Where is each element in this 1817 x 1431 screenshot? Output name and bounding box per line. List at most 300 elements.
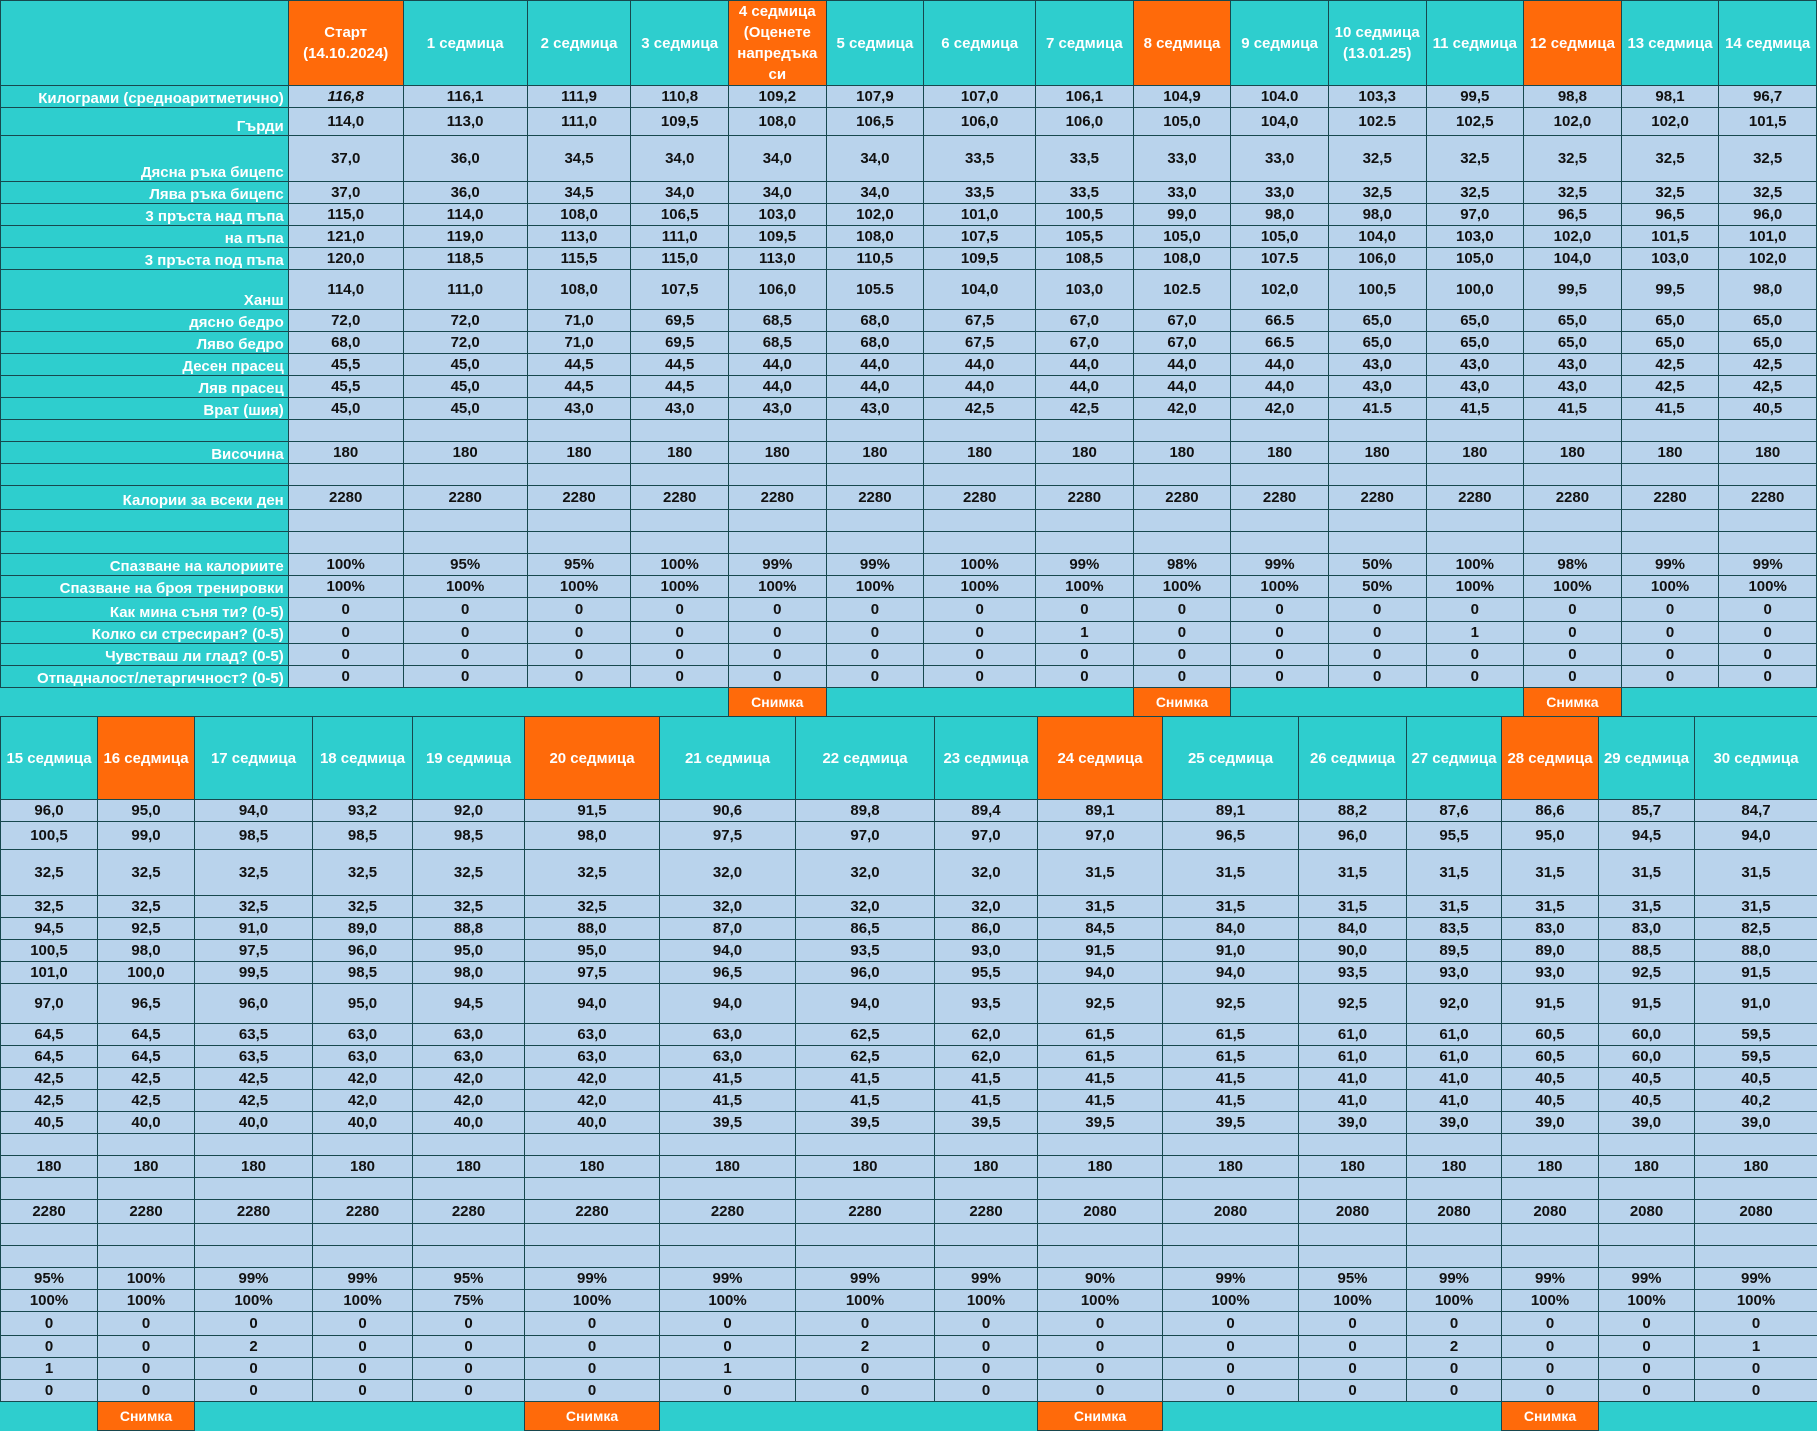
column-header-week: 24 седмица [1038, 717, 1163, 800]
value-cell [313, 1224, 413, 1246]
table-row [1, 896, 1817, 918]
value-cell: 40,0 [413, 1112, 525, 1134]
value-cell: 108,5 [1036, 248, 1134, 270]
value-cell [729, 510, 827, 532]
value-cell: 0 [313, 1380, 413, 1402]
value-cell: 0 [1163, 1312, 1299, 1336]
value-cell: 0 [1599, 1336, 1695, 1358]
value-cell [1163, 1246, 1299, 1268]
value-cell: 98,5 [313, 962, 413, 984]
value-cell: 100,5 [1, 822, 98, 850]
value-cell: 40,5 [1, 1112, 98, 1134]
value-cell: 96,5 [1163, 822, 1299, 850]
value-cell [1407, 1224, 1502, 1246]
value-cell: 100% [313, 1290, 413, 1312]
value-cell: 42,0 [413, 1090, 525, 1112]
column-header-week: 2 седмица [527, 1, 631, 86]
value-cell: 99% [660, 1268, 796, 1290]
value-cell [631, 420, 729, 442]
table-row [1, 940, 1817, 962]
value-cell: 32,5 [1328, 136, 1426, 182]
value-cell: 39,0 [1299, 1112, 1407, 1134]
value-cell: 180 [1599, 1156, 1695, 1178]
value-cell: 180 [1407, 1156, 1502, 1178]
value-cell: 0 [660, 1380, 796, 1402]
photo-button[interactable]: Снимка [1133, 688, 1231, 717]
table-row [1, 1156, 1817, 1178]
table-row [1, 376, 1817, 398]
value-cell: 0 [1524, 644, 1622, 666]
value-cell: 0 [288, 666, 403, 688]
value-cell: 103,3 [1328, 86, 1426, 108]
value-cell: 0 [729, 666, 827, 688]
value-cell: 41,0 [1299, 1068, 1407, 1090]
column-header-week: 11 седмица [1426, 1, 1524, 86]
value-cell: 2280 [660, 1200, 796, 1224]
table-row [1, 1380, 1817, 1402]
value-cell: 0 [1719, 622, 1817, 644]
value-cell: 0 [195, 1380, 313, 1402]
column-header-week: 17 седмица [195, 717, 313, 800]
value-cell: 0 [796, 1358, 935, 1380]
value-cell: 100% [288, 554, 403, 576]
value-cell: 61,5 [1163, 1046, 1299, 1068]
value-cell: 180 [1038, 1156, 1163, 1178]
value-cell [1719, 464, 1817, 486]
value-cell: 68,0 [826, 310, 924, 332]
value-cell: 96,7 [1719, 86, 1817, 108]
value-cell [1719, 510, 1817, 532]
spacer-cell [826, 688, 924, 717]
value-cell: 98,1 [1621, 86, 1719, 108]
value-cell [935, 1178, 1038, 1200]
value-cell: 0 [1133, 598, 1231, 622]
value-cell: 105,0 [1133, 108, 1231, 136]
value-cell [1502, 1178, 1599, 1200]
value-cell: 2080 [1038, 1200, 1163, 1224]
value-cell: 100% [631, 554, 729, 576]
value-cell: 67,5 [924, 310, 1036, 332]
value-cell: 44,0 [729, 376, 827, 398]
value-cell: 31,5 [1502, 850, 1599, 896]
value-cell: 40,5 [1502, 1068, 1599, 1090]
table-row [1, 918, 1817, 940]
value-cell: 42,0 [1231, 398, 1329, 420]
value-cell: 94,0 [660, 984, 796, 1024]
value-cell [924, 532, 1036, 554]
value-cell: 100% [403, 576, 527, 598]
value-cell: 63,0 [525, 1024, 660, 1046]
value-cell: 42,0 [413, 1068, 525, 1090]
value-cell: 0 [1695, 1312, 1817, 1336]
spacer-cell [935, 1402, 1038, 1431]
value-cell [1426, 464, 1524, 486]
value-cell: 84,0 [1163, 918, 1299, 940]
value-cell [1502, 1134, 1599, 1156]
value-cell [1299, 1134, 1407, 1156]
value-cell: 95,5 [1407, 822, 1502, 850]
column-header-week: 20 седмица [525, 717, 660, 800]
value-cell: 106,0 [1328, 248, 1426, 270]
value-cell [796, 1246, 935, 1268]
value-cell [98, 1178, 195, 1200]
table-row [1, 532, 1817, 554]
row-label [1, 510, 289, 532]
table-row [1, 182, 1817, 204]
value-cell [631, 510, 729, 532]
photo-row [1, 1402, 1817, 1431]
value-cell: 102,0 [1621, 108, 1719, 136]
value-cell: 42,5 [924, 398, 1036, 420]
column-header-week: 1 седмица [403, 1, 527, 86]
value-cell: 2280 [924, 486, 1036, 510]
value-cell: 99% [1231, 554, 1329, 576]
value-cell: 85,7 [1599, 800, 1695, 822]
value-cell: 0 [313, 1336, 413, 1358]
value-cell: 100% [1036, 576, 1134, 598]
value-cell: 100% [527, 576, 631, 598]
value-cell: 116,1 [403, 86, 527, 108]
value-cell: 34,0 [729, 182, 827, 204]
value-cell: 1 [1, 1358, 98, 1380]
table-row [1, 1068, 1817, 1090]
value-cell: 64,5 [98, 1046, 195, 1068]
value-cell: 69,5 [631, 310, 729, 332]
value-cell: 32,0 [796, 896, 935, 918]
value-cell [1, 1246, 98, 1268]
value-cell [1695, 1134, 1817, 1156]
row-label: дясно бедро [1, 310, 289, 332]
value-cell [1036, 420, 1134, 442]
photo-button[interactable]: Снимка [729, 688, 827, 717]
value-cell: 94,5 [1, 918, 98, 940]
value-cell: 41,5 [1426, 398, 1524, 420]
value-cell: 93,5 [935, 984, 1038, 1024]
value-cell [1502, 1246, 1599, 1268]
value-cell: 39,0 [1502, 1112, 1599, 1134]
value-cell: 2080 [1299, 1200, 1407, 1224]
value-cell [1524, 510, 1622, 532]
table-row [1, 1178, 1817, 1200]
value-cell: 94,5 [1599, 822, 1695, 850]
value-cell: 88,2 [1299, 800, 1407, 822]
value-cell: 88,0 [1695, 940, 1817, 962]
value-cell: 0 [1299, 1358, 1407, 1380]
spacer-cell [1328, 688, 1426, 717]
column-header-week: 3 седмица [631, 1, 729, 86]
value-cell: 32,0 [660, 850, 796, 896]
value-cell: 40,0 [98, 1112, 195, 1134]
value-cell: 61,0 [1299, 1024, 1407, 1046]
value-cell: 2 [195, 1336, 313, 1358]
value-cell: 106,5 [631, 204, 729, 226]
value-cell [1231, 510, 1329, 532]
value-cell: 0 [1695, 1358, 1817, 1380]
value-cell: 180 [924, 442, 1036, 464]
spacer-cell [1163, 1402, 1299, 1431]
value-cell: 98% [1524, 554, 1622, 576]
value-cell: 0 [1502, 1358, 1599, 1380]
value-cell: 91,5 [1695, 962, 1817, 984]
value-cell: 2280 [1524, 486, 1622, 510]
value-cell: 109,5 [631, 108, 729, 136]
value-cell [826, 464, 924, 486]
table-row [1, 1024, 1817, 1046]
value-cell: 100% [1426, 576, 1524, 598]
row-label: Колко си стресиран? (0-5) [1, 622, 289, 644]
value-cell: 0 [1231, 622, 1329, 644]
value-cell: 100% [1, 1290, 98, 1312]
value-cell: 42,5 [98, 1090, 195, 1112]
value-cell [1524, 420, 1622, 442]
value-cell: 31,5 [1163, 850, 1299, 896]
value-cell [1719, 420, 1817, 442]
value-cell: 31,5 [1502, 896, 1599, 918]
value-cell: 2 [1407, 1336, 1502, 1358]
value-cell: 0 [195, 1358, 313, 1380]
value-cell: 0 [1231, 598, 1329, 622]
table-row [1, 1090, 1817, 1112]
value-cell: 100% [1599, 1290, 1695, 1312]
photo-button[interactable]: Снимка [525, 1402, 660, 1431]
row-label: Ляв прасец [1, 376, 289, 398]
value-cell: 104,0 [1524, 248, 1622, 270]
value-cell: 43,0 [826, 398, 924, 420]
value-cell: 62,5 [796, 1024, 935, 1046]
value-cell: 0 [1036, 644, 1134, 666]
value-cell: 100% [1299, 1290, 1407, 1312]
value-cell: 42,5 [1, 1068, 98, 1090]
value-cell: 43,0 [631, 398, 729, 420]
row-label: Дясна ръка бицепс [1, 136, 289, 182]
value-cell: 42,0 [313, 1090, 413, 1112]
value-cell: 113,0 [527, 226, 631, 248]
value-cell [1328, 532, 1426, 554]
value-cell: 86,0 [935, 918, 1038, 940]
value-cell: 105,0 [1231, 226, 1329, 248]
value-cell: 0 [525, 1380, 660, 1402]
value-cell: 32,0 [796, 850, 935, 896]
value-cell: 84,0 [1299, 918, 1407, 940]
value-cell: 50% [1328, 576, 1426, 598]
value-cell: 96,0 [1719, 204, 1817, 226]
value-cell: 91,5 [1502, 984, 1599, 1024]
value-cell: 44,0 [1231, 354, 1329, 376]
value-cell: 0 [313, 1312, 413, 1336]
value-cell: 44,5 [527, 376, 631, 398]
value-cell: 0 [525, 1358, 660, 1380]
value-cell: 180 [1163, 1156, 1299, 1178]
table-row [1, 270, 1817, 310]
value-cell: 95,0 [98, 800, 195, 822]
value-cell: 89,1 [1163, 800, 1299, 822]
value-cell: 32,0 [935, 850, 1038, 896]
value-cell: 32,5 [1719, 136, 1817, 182]
value-cell: 113,0 [403, 108, 527, 136]
value-cell: 106,0 [729, 270, 827, 310]
value-cell: 96,5 [660, 962, 796, 984]
value-cell: 94,0 [525, 984, 660, 1024]
value-cell: 1 [1695, 1336, 1817, 1358]
value-cell: 0 [631, 622, 729, 644]
value-cell: 180 [195, 1156, 313, 1178]
value-cell: 2280 [1036, 486, 1134, 510]
value-cell: 0 [1, 1380, 98, 1402]
value-cell: 34,0 [826, 182, 924, 204]
value-cell: 0 [1695, 1380, 1817, 1402]
value-cell: 44,0 [924, 376, 1036, 398]
value-cell [403, 532, 527, 554]
table-row [1, 204, 1817, 226]
value-cell [1299, 1224, 1407, 1246]
table-row [1, 576, 1817, 598]
value-cell: 0 [631, 644, 729, 666]
value-cell: 67,0 [1036, 310, 1134, 332]
table-row [1, 598, 1817, 622]
photo-button[interactable]: Снимка [1524, 688, 1622, 717]
value-cell: 103,0 [729, 204, 827, 226]
value-cell [1231, 532, 1329, 554]
value-cell: 0 [1133, 644, 1231, 666]
value-cell: 2280 [1133, 486, 1231, 510]
value-cell: 0 [1231, 666, 1329, 688]
value-cell [525, 1224, 660, 1246]
value-cell: 180 [1133, 442, 1231, 464]
value-cell: 33,0 [1133, 182, 1231, 204]
value-cell: 2280 [525, 1200, 660, 1224]
value-cell: 65,0 [1719, 310, 1817, 332]
value-cell [98, 1224, 195, 1246]
row-label: на пъпа [1, 226, 289, 248]
value-cell: 180 [98, 1156, 195, 1178]
value-cell: 0 [98, 1336, 195, 1358]
value-cell: 89,0 [313, 918, 413, 940]
value-cell: 94,0 [1695, 822, 1817, 850]
value-cell: 180 [1328, 442, 1426, 464]
value-cell: 95% [1, 1268, 98, 1290]
value-cell: 0 [796, 1380, 935, 1402]
value-cell: 91,5 [525, 800, 660, 822]
value-cell: 101,0 [1719, 226, 1817, 248]
value-cell: 99,5 [1524, 270, 1622, 310]
value-cell: 39,5 [1038, 1112, 1163, 1134]
value-cell: 0 [1599, 1380, 1695, 1402]
value-cell: 2280 [313, 1200, 413, 1224]
value-cell: 2280 [1231, 486, 1329, 510]
value-cell: 100% [195, 1290, 313, 1312]
value-cell: 0 [413, 1312, 525, 1336]
value-cell: 118,5 [403, 248, 527, 270]
value-cell [1036, 532, 1134, 554]
value-cell: 92,5 [1038, 984, 1163, 1024]
value-cell: 95% [527, 554, 631, 576]
value-cell: 104,0 [924, 270, 1036, 310]
value-cell: 0 [1524, 666, 1622, 688]
value-cell: 96,0 [195, 984, 313, 1024]
value-cell: 2280 [288, 486, 403, 510]
value-cell: 32,5 [98, 850, 195, 896]
photo-button[interactable]: Снимка [1502, 1402, 1599, 1431]
table-row [1, 442, 1817, 464]
value-cell: 99% [313, 1268, 413, 1290]
value-cell: 44,0 [826, 354, 924, 376]
value-cell: 67,0 [1036, 332, 1134, 354]
value-cell [525, 1134, 660, 1156]
table-row [1, 822, 1817, 850]
table-row [1, 554, 1817, 576]
table-row [1, 86, 1817, 108]
value-cell: 31,5 [1038, 850, 1163, 896]
value-cell: 0 [1038, 1336, 1163, 1358]
value-cell: 0 [1719, 598, 1817, 622]
value-cell: 32,5 [98, 896, 195, 918]
table-row [1, 962, 1817, 984]
value-cell [1038, 1246, 1163, 1268]
spacer-cell [1621, 688, 1719, 717]
value-cell: 0 [924, 622, 1036, 644]
value-cell [527, 420, 631, 442]
row-label: Чувстваш ли глад? (0-5) [1, 644, 289, 666]
value-cell: 99% [729, 554, 827, 576]
table-row [1, 1290, 1817, 1312]
value-cell: 114,0 [288, 108, 403, 136]
value-cell: 114,0 [403, 204, 527, 226]
column-header-week: 14 седмица [1719, 1, 1817, 86]
value-cell: 42,0 [525, 1068, 660, 1090]
value-cell: 41,0 [1407, 1068, 1502, 1090]
value-cell: 119,0 [403, 226, 527, 248]
value-cell [1621, 420, 1719, 442]
value-cell: 0 [288, 598, 403, 622]
value-cell [525, 1246, 660, 1268]
value-cell [631, 464, 729, 486]
value-cell: 2080 [1599, 1200, 1695, 1224]
column-header-week: 29 седмица [1599, 717, 1695, 800]
photo-button[interactable]: Снимка [1038, 1402, 1163, 1431]
value-cell: 180 [631, 442, 729, 464]
value-cell [1695, 1224, 1817, 1246]
value-cell [1621, 510, 1719, 532]
value-cell: 0 [1, 1312, 98, 1336]
value-cell: 0 [1426, 644, 1524, 666]
value-cell: 0 [1407, 1358, 1502, 1380]
value-cell: 40,0 [313, 1112, 413, 1134]
value-cell [826, 510, 924, 532]
value-cell [1621, 464, 1719, 486]
value-cell: 0 [98, 1312, 195, 1336]
value-cell: 88,5 [1599, 940, 1695, 962]
value-cell: 105,0 [1133, 226, 1231, 248]
value-cell: 180 [527, 442, 631, 464]
value-cell: 93,0 [1502, 962, 1599, 984]
value-cell: 0 [631, 598, 729, 622]
value-cell: 32,5 [1426, 182, 1524, 204]
value-cell: 180 [796, 1156, 935, 1178]
value-cell: 102,0 [1524, 108, 1622, 136]
row-label: Десен прасец [1, 354, 289, 376]
photo-button[interactable]: Снимка [98, 1402, 195, 1431]
value-cell: 32,0 [660, 896, 796, 918]
value-cell: 104.0 [1231, 86, 1329, 108]
row-label [1, 464, 289, 486]
value-cell [729, 532, 827, 554]
value-cell: 2280 [1719, 486, 1817, 510]
value-cell: 108,0 [527, 204, 631, 226]
spacer-cell [403, 688, 527, 717]
value-cell: 39,5 [660, 1112, 796, 1134]
value-cell: 34,0 [631, 182, 729, 204]
value-cell: 42,5 [1719, 376, 1817, 398]
